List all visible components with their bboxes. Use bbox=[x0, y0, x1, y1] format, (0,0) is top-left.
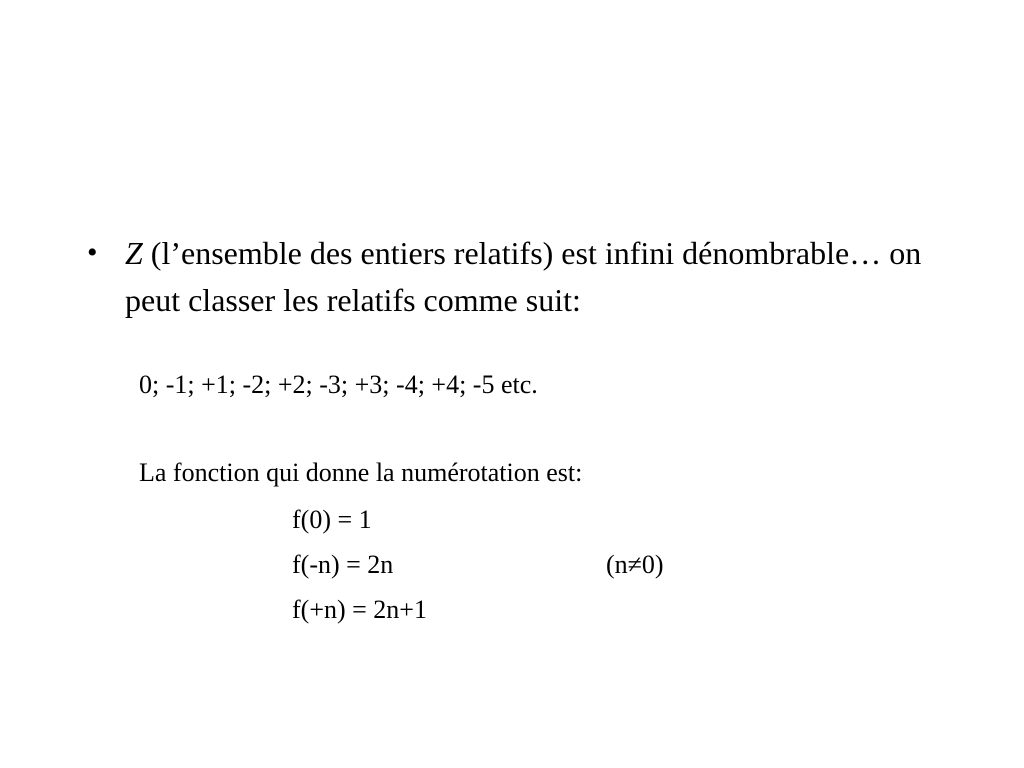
bullet-text bbox=[125, 230, 925, 324]
set-symbol-z: Z bbox=[125, 235, 143, 271]
bullet-text-rest: (l’ensemble des entiers relatifs) est infini dénombrable… on peut classer les relatifs comme suit: bbox=[125, 235, 922, 318]
function-intro: La fonction qui donne la numérotation est: bbox=[139, 458, 583, 487]
integer-sequence: 0; -1; +1; -2; +2; -3; +3; -4; +4; -5 etc. bbox=[139, 370, 538, 399]
formula-f-positive: f(+n) = 2n+1 bbox=[292, 595, 427, 624]
formula-condition: (n≠0) bbox=[606, 550, 664, 579]
formula-f-negative: f(-n) = 2n bbox=[292, 550, 394, 579]
formula-f-zero: f(0) = 1 bbox=[292, 505, 372, 534]
bullet-marker: • bbox=[87, 236, 98, 269]
